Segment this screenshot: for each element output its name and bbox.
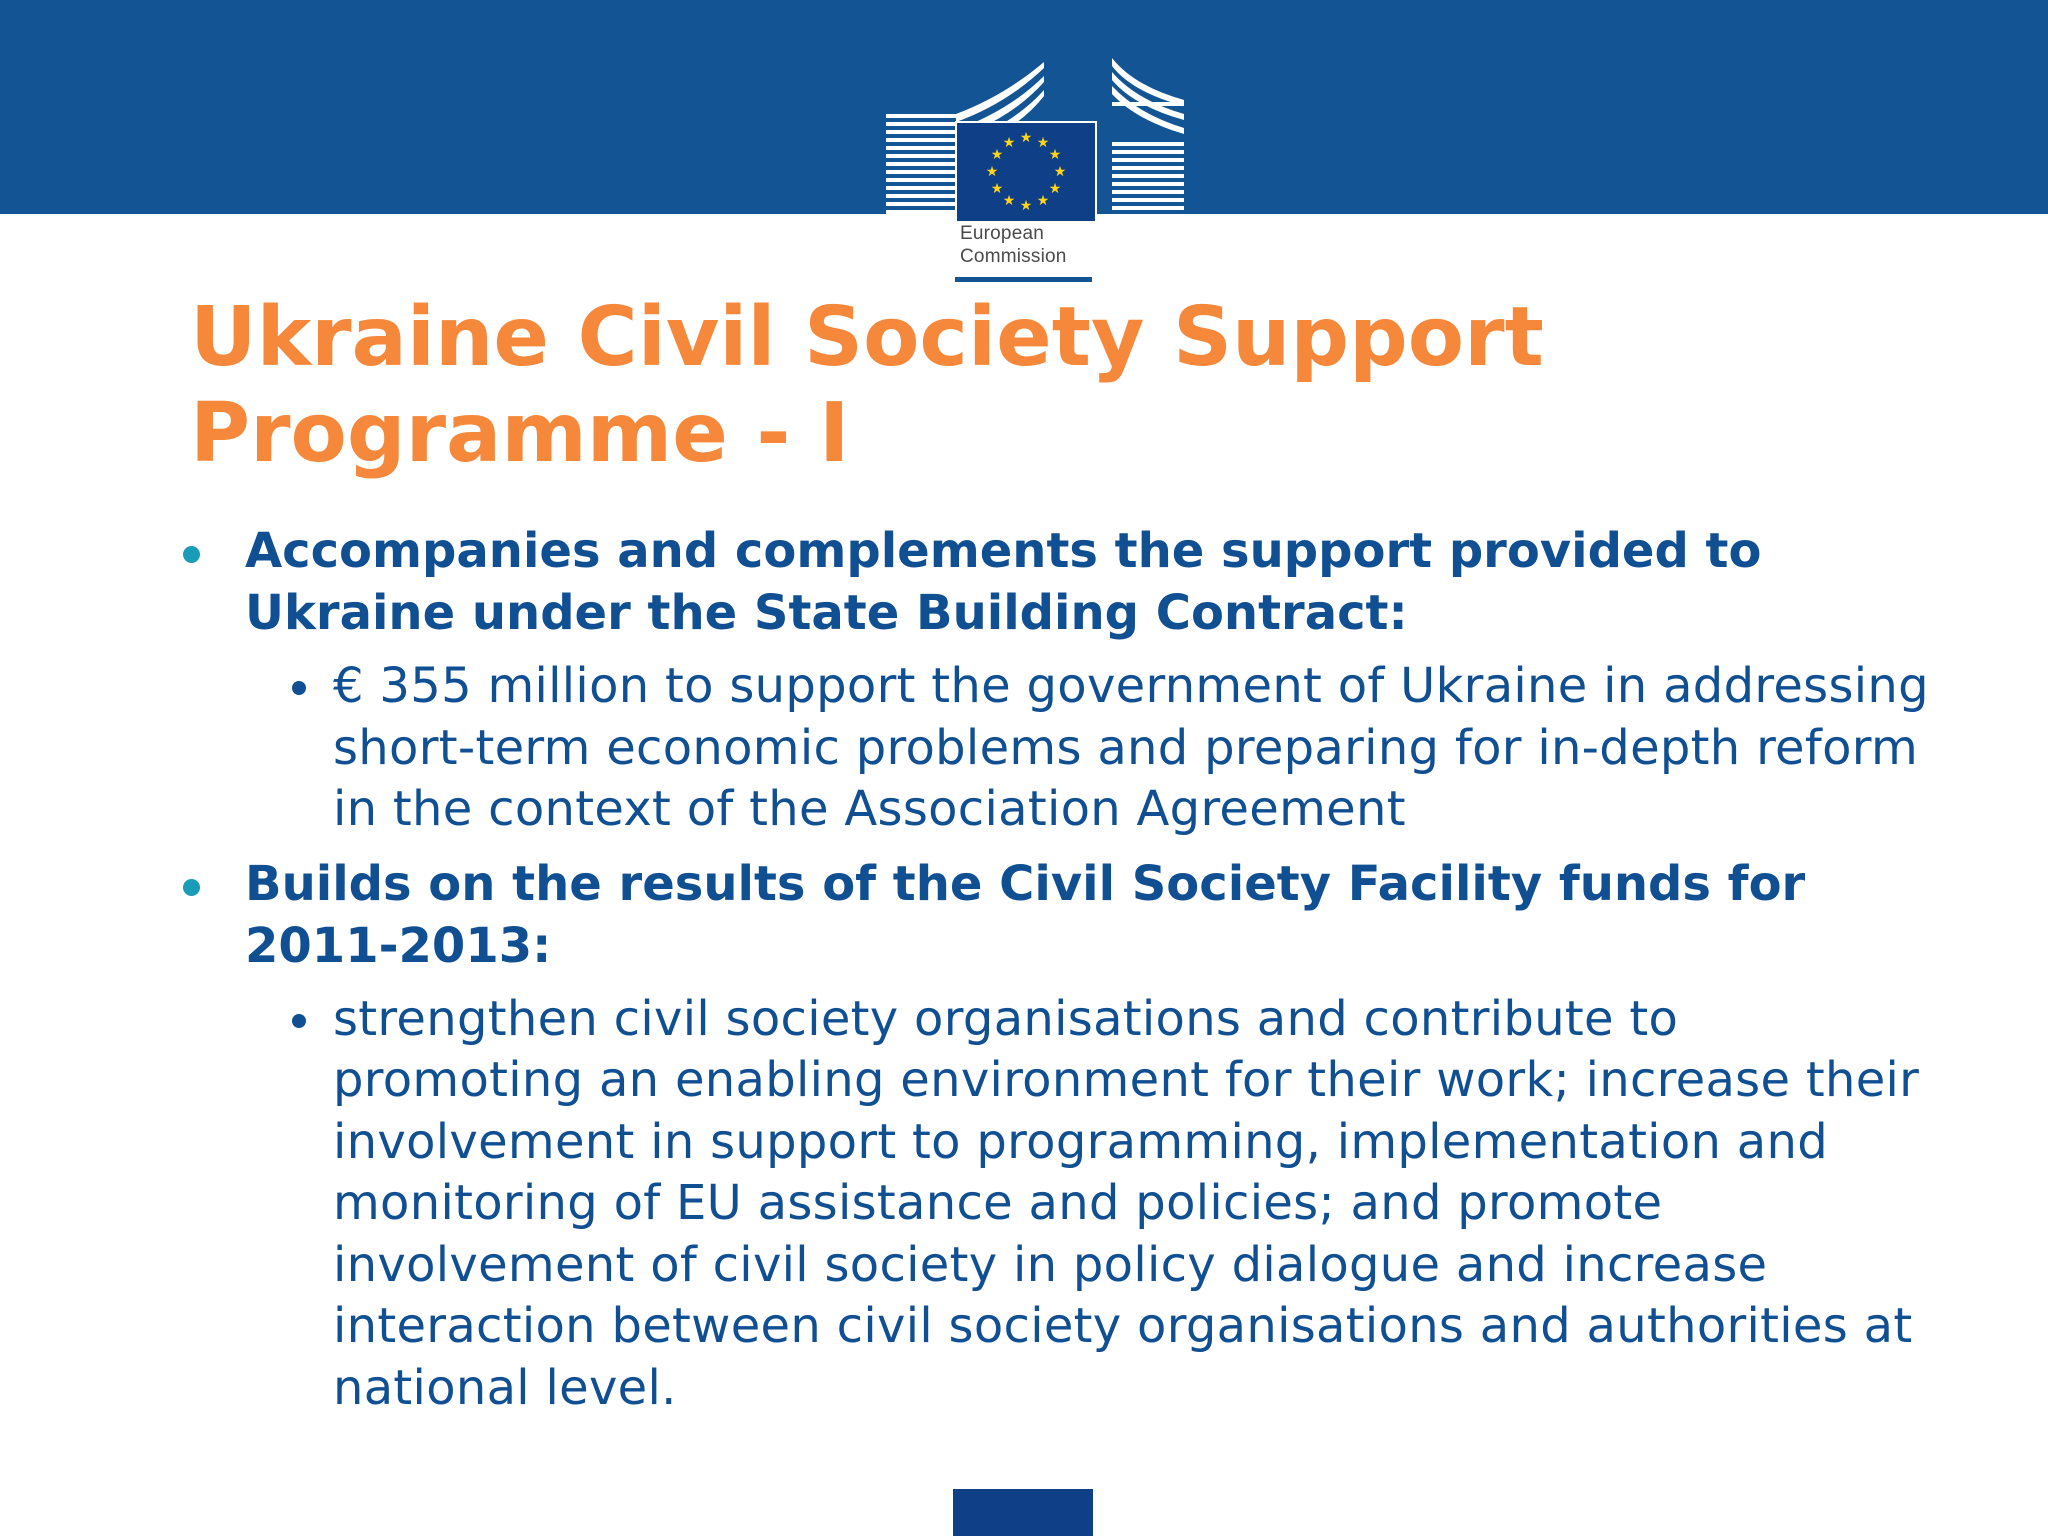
bullet-text: Builds on the results of the Civil Society Facility funds for 2011-2013: [245, 855, 1806, 974]
bullet-dot-icon [183, 546, 200, 563]
logo-text [960, 222, 1067, 268]
svg-text:★: ★ [1036, 193, 1050, 209]
svg-text:★: ★ [1053, 164, 1067, 180]
bullet-dot-icon [183, 879, 200, 896]
sub-bullet-item [180, 989, 1940, 1420]
svg-text:★: ★ [1048, 147, 1062, 163]
sub-bullet-text: € 355 million to support the government of Ukraine in addressing short-term economic problems and preparing for in-depth reform in the context of the Association Agreement [333, 658, 1929, 837]
sub-bullet-dot-icon [292, 681, 306, 695]
logo-underline [955, 277, 1092, 282]
building-right-wing [1112, 58, 1184, 210]
sub-bullet-item [180, 656, 1940, 841]
logo-text-line1: European [960, 223, 1045, 244]
svg-text:★: ★ [1048, 181, 1062, 197]
slide-title: Ukraine Civil Society Support Programme - I [190, 290, 1544, 481]
bullet-text: Accompanies and complements the support provided to Ukraine under the State Building Contract: [245, 523, 1762, 641]
svg-text:★: ★ [1019, 198, 1033, 214]
bullet-item [180, 520, 1940, 644]
svg-text:★: ★ [1002, 193, 1016, 209]
svg-text:★: ★ [1036, 135, 1050, 151]
slide-content [180, 520, 1940, 1431]
footer-flag-tab [953, 1489, 1093, 1536]
bullet-item [180, 853, 1940, 977]
svg-text:★: ★ [1002, 135, 1016, 151]
svg-text:★: ★ [985, 164, 999, 180]
svg-text:★: ★ [990, 181, 1004, 197]
svg-text:★: ★ [990, 147, 1004, 163]
sub-bullet-text: strengthen civil society organisations and contribute to promoting an enabling environment for their work; increase their involvement in support to programming, implementation and monitoring of EU assistance and policies; and promote involvement of civil society in policy dialogue and increase interaction between civil society organisations and authorities at national level. [333, 990, 1920, 1416]
sub-bullet-dot-icon [292, 1014, 306, 1028]
svg-text:★: ★ [1019, 130, 1033, 146]
logo-text-line2: Commission [960, 246, 1067, 267]
